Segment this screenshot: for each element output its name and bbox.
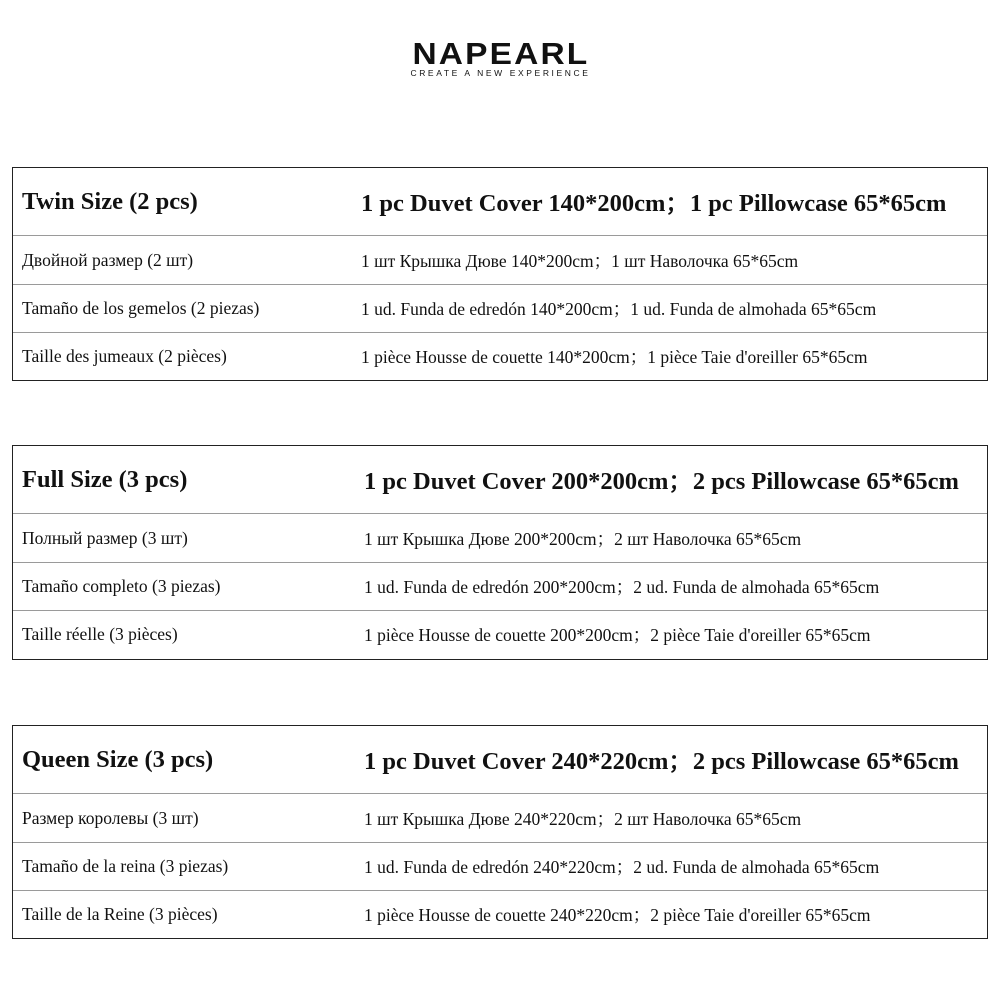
full-size-table [12, 445, 988, 660]
set-contents: 1 ud. Funda de edredón 200*200cm；2 ud. Funda de almohada 65*65cm [364, 577, 880, 597]
set-contents: 1 шт Крышка Дюве 140*200cm；1 шт Наволочка 65*65cm [361, 250, 799, 271]
set-contents: 1 pièce Housse de couette 240*220cm；2 pièce Taie d'oreiller 65*65cm [364, 904, 871, 925]
table-row [13, 842, 987, 890]
table-row [13, 332, 987, 379]
brand-tagline: CREATE A NEW EXPERIENCE [410, 68, 591, 78]
set-contents: 1 ud. Funda de edredón 240*220cm；2 ud. Funda de almohada 65*65cm [364, 857, 880, 877]
size-label: Tamaño de los gemelos (2 piezas) [22, 298, 260, 318]
set-contents: 1 pièce Housse de couette 200*200cm；2 pièce Taie d'oreiller 65*65cm [364, 625, 871, 645]
table-header-row [13, 168, 987, 235]
brand-name: NAPEARL [412, 36, 589, 71]
set-contents: 1 шт Крышка Дюве 240*220cm；2 шт Наволочка 65*65cm [364, 808, 802, 829]
queen-size-table [12, 725, 988, 939]
table-row [13, 793, 987, 842]
size-label: Tamaño completo (3 piezas) [22, 576, 221, 596]
set-contents: 1 шт Крышка Дюве 200*200cm；2 шт Наволочка 65*65cm [364, 528, 802, 549]
table-header-row [13, 726, 987, 793]
table-row [13, 513, 987, 562]
size-label: Taille de la Reine (3 pièces) [22, 903, 218, 924]
brand-logo [0, 38, 1001, 78]
set-contents: 1 pc Duvet Cover 140*200cm；1 pc Pillowcase 65*65cm [361, 190, 947, 217]
size-label: Taille réelle (3 pièces) [22, 624, 178, 644]
size-label: Queen Size (3 pcs) [22, 745, 214, 773]
table-row [13, 610, 987, 658]
size-label: Размер королевы (3 шт) [22, 807, 199, 828]
table-row [13, 890, 987, 937]
table-row [13, 562, 987, 610]
size-label: Двойной размер (2 шт) [22, 249, 194, 270]
table-row [13, 284, 987, 332]
size-label: Tamaño de la reina (3 piezas) [22, 856, 229, 876]
set-contents: 1 pc Duvet Cover 200*200cm；2 pcs Pillowcase 65*65cm [364, 468, 959, 495]
size-label: Полный размер (3 шт) [22, 527, 188, 548]
set-contents: 1 pc Duvet Cover 240*220cm；2 pcs Pillowcase 65*65cm [364, 748, 959, 775]
size-label: Taille des jumeaux (2 pièces) [22, 345, 227, 366]
size-label: Twin Size (2 pcs) [22, 187, 198, 215]
set-contents: 1 ud. Funda de edredón 140*200cm；1 ud. Funda de almohada 65*65cm [361, 299, 877, 319]
table-header-row [13, 446, 987, 513]
set-contents: 1 pièce Housse de couette 140*200cm；1 pièce Taie d'oreiller 65*65cm [361, 346, 868, 367]
twin-size-table [12, 167, 988, 381]
size-label: Full Size (3 pcs) [22, 465, 188, 493]
table-row [13, 235, 987, 284]
